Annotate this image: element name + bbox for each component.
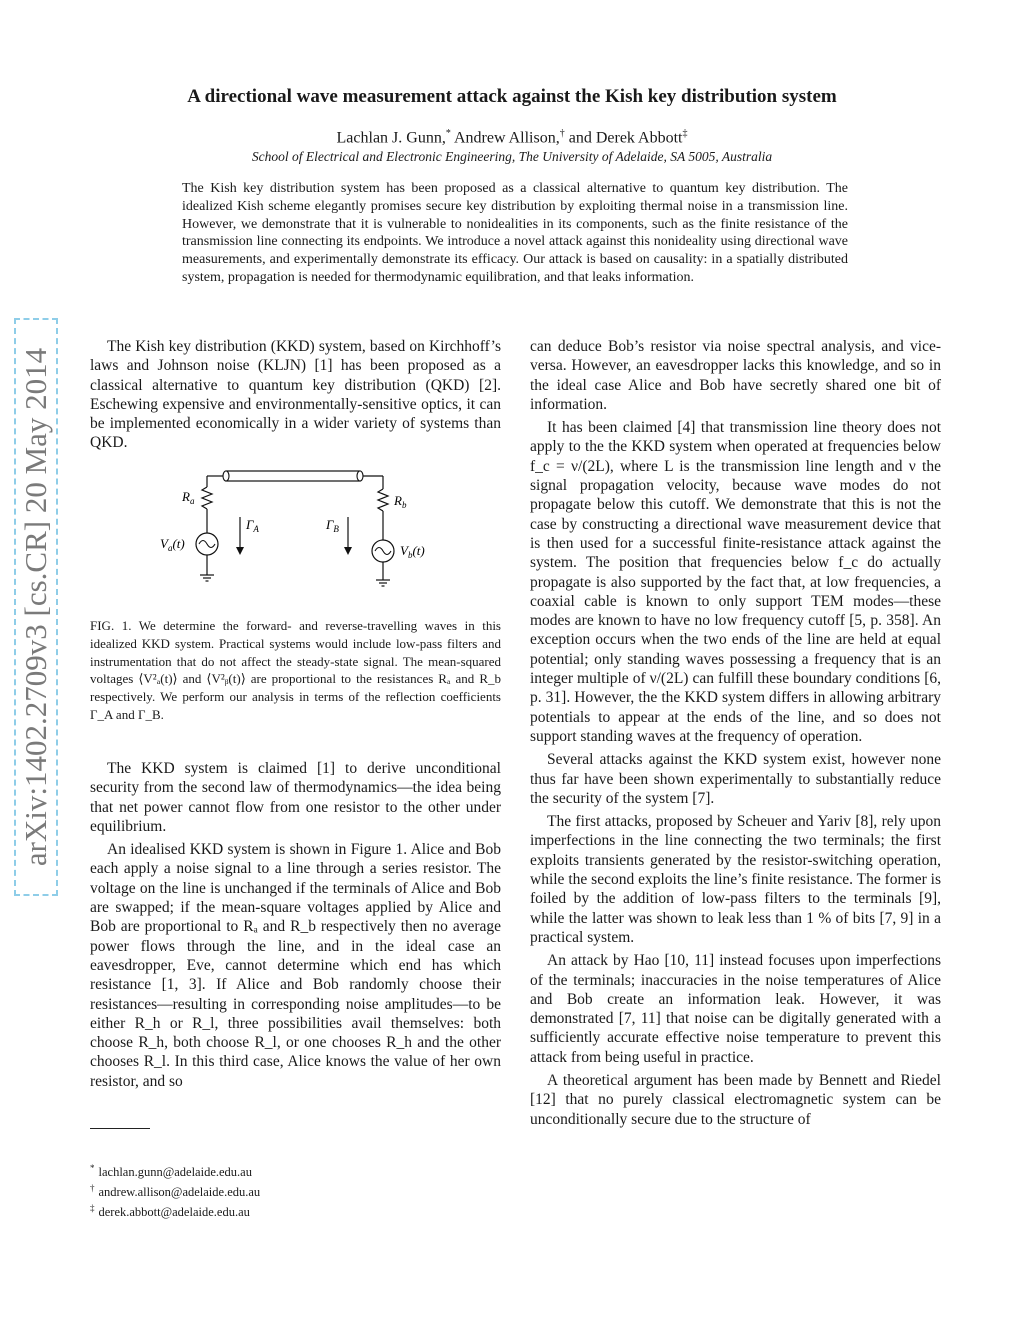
paragraph-intro: The Kish key distribution (KKD) system, based on Kirchhoff’s laws and Johnson noise (KLJN) [1] has been proposed as a classical alternative to quantum key distribution (QKD) [2]. Eschewing expensive and environmentally-sensitive optics, it can be implemented economically in a wider variety of systems than QKD. xyxy=(90,338,501,452)
right-column xyxy=(530,337,941,1133)
author-mark-allison: † xyxy=(559,128,565,139)
author-mark-abbott: ‡ xyxy=(682,128,688,139)
paragraph-transmission-line: It has been claimed [4] that transmission line theory does not apply to the the KKD system when operated at frequencies below f_c = ν/(2L), where L is the transmission line length and ν the signal propagation velocity, because wave modes do not propagate below this cutoff. We demonstrate that this is not the case by constructing a directional wave measurement device that is then used for a successful finite-resistance attack against the system. The position that frequencies below f_c do actually propagate is also supported by the fact that, at low frequencies, a coaxial cable is known to only support TEM modes—these modes are known to have no low frequency cutoff [5, p. 358]. An exception occurs when the two ends of the line are held at equal potential; only standing waves possessing a frequency that is an integer multiple of ν/(2L) can fulfill these boundary conditions [6, p. 31]. However, the the KKD system differs in allowing arbitrary potentials to appear at the ends of the line, and so does not support standing waves at the frequency of operation. xyxy=(530,419,941,745)
resistor-rb xyxy=(378,489,388,511)
label-ra: $R_a$ xyxy=(182,489,195,506)
paragraph-claim: The KKD system is claimed [1] to derive unconditional security from the second law of thermodynamics—the idea being that net power cannot flow from one resistor to the other under equilibrium. xyxy=(90,760,501,835)
label-va: $V_a(t)$ xyxy=(160,536,185,553)
arxiv-stamp-text: arXiv:1402.2709v3 [cs.CR] 20 May 2014 xyxy=(18,347,53,867)
paragraph-continuation: can deduce Bob’s resistor via noise spectral analysis, and vice-versa. However, an eavesdropper lacks this knowledge, and so in the ideal case Alice and Bob have secretly shared one bit of information. xyxy=(530,338,941,413)
author-allison: Andrew Allison, xyxy=(453,129,560,147)
paragraph-first-attacks: The first attacks, proposed by Scheuer and Yariv [8], rely upon imperfections in the line connecting the two terminals; the first exploits transients generated by the resistor-switching operation, while the second exploits the line’s finite resistance. The former is foiled by the addition of low-pass filters to the terminals [9], while the latter was shown to leak less than 1 % of bits [7, 9] in a practical system. xyxy=(530,813,941,946)
label-gamma-a: $\Gamma_A$ xyxy=(246,517,259,534)
author-list xyxy=(0,128,1024,147)
footnote-allison: † andrew.allison@adelaide.edu.au xyxy=(90,1183,261,1200)
affiliation: School of Electrical and Electronic Engineering, The University of Adelaide, SA 5005, Australia xyxy=(251,149,773,164)
footnote-gunn: * lachlan.gunn@adelaide.edu.au xyxy=(90,1163,252,1180)
arxiv-stamp[interactable] xyxy=(14,318,58,896)
arrow-gamma-b-head xyxy=(344,547,352,555)
email-allison[interactable]: andrew.allison@adelaide.edu.au xyxy=(98,1185,261,1200)
label-vb: $V_b(t)$ xyxy=(400,543,425,560)
footnote-abbott: ‡ derek.abbott@adelaide.edu.au xyxy=(90,1203,250,1220)
paragraph-idealised: An idealised KKD system is shown in Figure 1. Alice and Bob each apply a noise signal to a line through a series resistor. The voltage on the line is unchanged if the terminals of Alice and Bob are swapped; if the mean-square voltages applied by Alice and Bob are proportional to Rₐ and R_b respectively then no average power flows through the line, and in the ideal case an eavesdropper, Eve, cannot determine which end has which resistance [1, 3]. If Alice and Bob randomly choose their resistances—resulting in corresponding noise amplitudes—to be either R_h or R_l, three possibilities avail themselves: both choose R_h, both choose R_l, or one chooses R_h and the other chooses R_l. In this third case, Alice knows the value of her own resistor, and so xyxy=(90,841,501,1090)
left-column-top xyxy=(90,337,501,457)
label-gamma-b: $\Gamma_B$ xyxy=(326,517,339,534)
email-abbott[interactable]: derek.abbott@adelaide.edu.au xyxy=(98,1205,250,1220)
author-abbott: and Derek Abbott xyxy=(568,129,683,147)
footnote-rule xyxy=(90,1128,150,1129)
figure-1 xyxy=(150,465,450,599)
transmission-line xyxy=(226,471,360,481)
author-gunn: Lachlan J. Gunn, xyxy=(336,129,446,147)
paragraph-theoretical: A theoretical argument has been made by Bennett and Riedel [12] that no purely classical electromagnetic system can be unconditionally secure due to the structure of xyxy=(530,1071,941,1128)
resistor-ra xyxy=(202,487,212,509)
figure-1-caption: FIG. 1. We determine the forward- and reverse-travelling waves in this idealized KKD system. Practical systems would include low-pass filters and instrumentation that do not affect the steady-state signal. The mean-squared voltages ⟨V²ₐ(t)⟩ and ⟨V²ᵦ(t)⟩ are proportional to the resistances Rₐ and R_b respectively. We perform our analysis in terms of the reflection coefficients Γ_A and Γ_B. xyxy=(90,618,501,722)
paragraph-hao-attack: An attack by Hao [10, 11] instead focuses upon imperfections of the terminals; inaccuracies in the noise temperatures of Alice and Bob create an information leak. However, it was demonstrated [7, 11] that noise can be digitally generated with a sufficiently accurate effective noise temperature to prevent this attack from being useful in practice. xyxy=(530,952,941,1066)
line-left-end xyxy=(223,471,229,481)
abstract: The Kish key distribution system has been proposed as a classical alternative to quantum key distribution. The idealized Kish scheme elegantly promises secure key distribution by exploiting thermal noise in a transmission line. However, we demonstrate that it is vulnerable to nonidealities in its components, such as the finite resistance of the transmission line connecting its endpoints. We introduce a novel attack against this nonideality using directional wave measurements, and experimentally demonstrate its efficacy. Our attack is based on causality: in a spatially distributed system, propagation is needed for thermodynamic equilibration, and that leaks information. xyxy=(182,181,848,285)
author-mark-gunn: * xyxy=(445,128,451,139)
circuit-diagram xyxy=(150,465,450,595)
label-rb: $R_b$ xyxy=(394,493,407,510)
email-gunn[interactable]: lachlan.gunn@adelaide.edu.au xyxy=(98,1165,252,1180)
footnotes xyxy=(90,1160,490,1220)
arrow-gamma-a-head xyxy=(236,547,244,555)
line-right-end xyxy=(357,471,363,481)
left-column-bottom xyxy=(90,759,501,1095)
paragraph-attacks: Several attacks against the KKD system exist, however none thus far have been shown experimentally to substantially reduce the security of the system [7]. xyxy=(530,751,941,807)
paper-title: A directional wave measurement attack against the Kish key distribution system xyxy=(187,86,837,107)
